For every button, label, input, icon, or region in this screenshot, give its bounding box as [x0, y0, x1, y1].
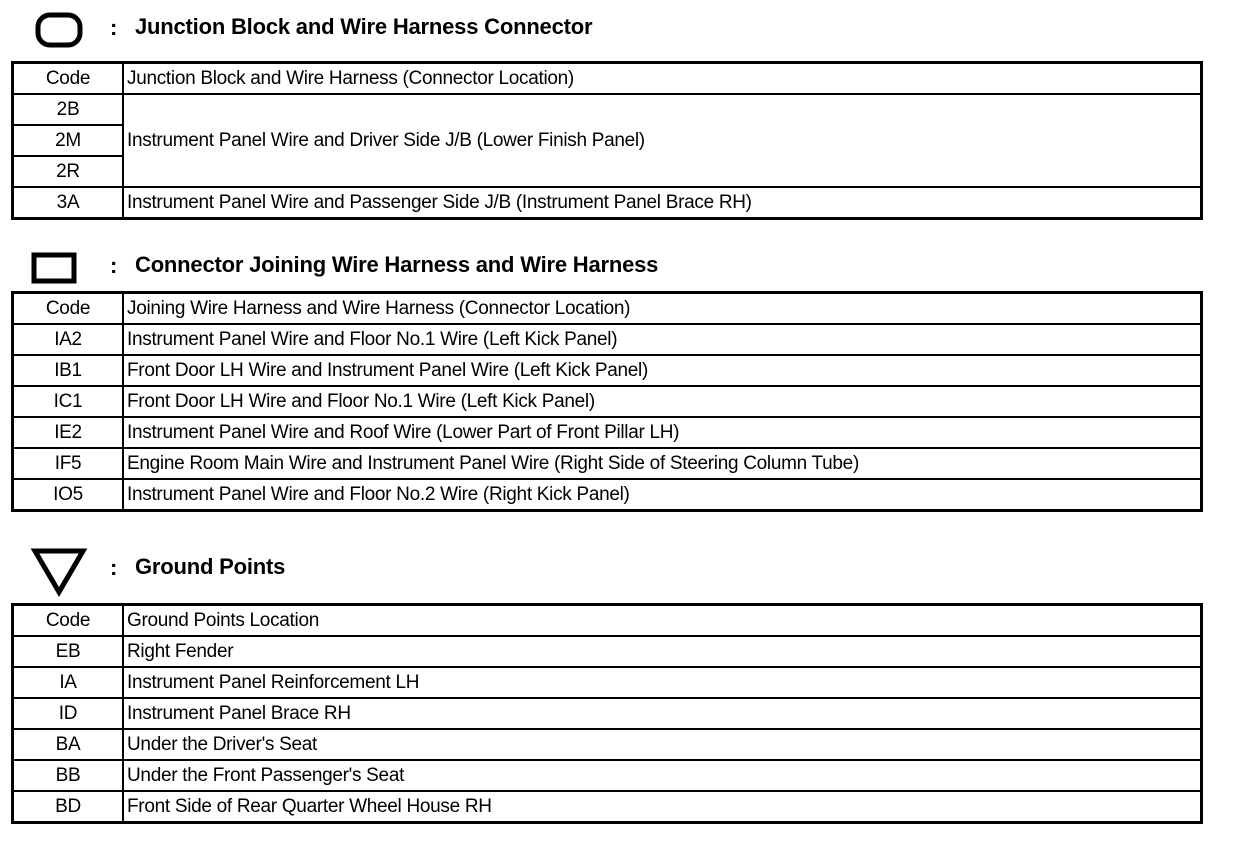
table-header-row [13, 293, 1202, 325]
table-row [13, 729, 1202, 760]
description-column-header: Ground Points Location [123, 605, 1202, 637]
table-row [13, 386, 1202, 417]
description-cell: Instrument Panel Wire and Floor No.1 Wire (Left Kick Panel) [123, 324, 1202, 355]
table-row [13, 448, 1202, 479]
code-column-header: Code [13, 293, 124, 325]
description-cell: Instrument Panel Brace RH [123, 698, 1202, 729]
table-row [13, 791, 1202, 823]
description-cell: Front Side of Rear Quarter Wheel House RH [123, 791, 1202, 823]
code-cell: IA2 [13, 324, 124, 355]
section-colon: : [110, 253, 118, 278]
code-cell: ID [13, 698, 124, 729]
description-cell: Instrument Panel Wire and Driver Side J/B (Lower Finish Panel) [123, 94, 1202, 187]
code-cell: IB1 [13, 355, 124, 386]
table-row [13, 94, 1202, 125]
description-cell: Instrument Panel Wire and Roof Wire (Lower Part of Front Pillar LH) [123, 417, 1202, 448]
description-cell: Instrument Panel Wire and Floor No.2 Wire (Right Kick Panel) [123, 479, 1202, 511]
description-cell: Under the Driver's Seat [123, 729, 1202, 760]
code-cell: 3A [13, 187, 124, 219]
code-cell: BD [13, 791, 124, 823]
code-cell: IO5 [13, 479, 124, 511]
section-colon: : [110, 555, 118, 580]
description-cell: Instrument Panel Reinforcement LH [123, 667, 1202, 698]
description-cell: Instrument Panel Wire and Passenger Side J/B (Instrument Panel Brace RH) [123, 187, 1202, 219]
ground-points-table [11, 603, 1203, 824]
table-header-row [13, 605, 1202, 637]
code-column-header: Code [13, 63, 124, 95]
connector-joining-table [11, 291, 1203, 512]
description-column-header: Joining Wire Harness and Wire Harness (Connector Location) [123, 293, 1202, 325]
table-row [13, 324, 1202, 355]
table-row [13, 760, 1202, 791]
code-column-header: Code [13, 605, 124, 637]
junction-block-table [11, 61, 1203, 220]
section-title: Junction Block and Wire Harness Connector [135, 14, 593, 39]
section-title: Connector Joining Wire Harness and Wire Harness [135, 252, 659, 277]
code-cell: 2M [13, 125, 124, 156]
description-cell: Front Door LH Wire and Instrument Panel Wire (Left Kick Panel) [123, 355, 1202, 386]
section-header-ground-points [0, 546, 1248, 586]
code-cell: 2R [13, 156, 124, 187]
table-header-row [13, 63, 1202, 95]
description-column-header: Junction Block and Wire Harness (Connector Location) [123, 63, 1202, 95]
description-cell: Front Door LH Wire and Floor No.1 Wire (Left Kick Panel) [123, 386, 1202, 417]
code-cell: IF5 [13, 448, 124, 479]
code-cell: 2B [13, 94, 124, 125]
code-cell: IE2 [13, 417, 124, 448]
code-cell: BB [13, 760, 124, 791]
table-row [13, 667, 1202, 698]
table-row [13, 355, 1202, 386]
description-cell: Under the Front Passenger's Seat [123, 760, 1202, 791]
section-header-junction-block [0, 8, 1248, 48]
section-header-connector-joining [0, 246, 1248, 286]
description-cell: Right Fender [123, 636, 1202, 667]
description-cell: Engine Room Main Wire and Instrument Panel Wire (Right Side of Steering Column Tube) [123, 448, 1202, 479]
code-cell: BA [13, 729, 124, 760]
code-cell: EB [13, 636, 124, 667]
section-colon: : [110, 15, 118, 40]
table-row [13, 636, 1202, 667]
section-title: Ground Points [135, 554, 286, 579]
rounded-rectangle-icon [35, 12, 83, 48]
triangle-down-icon [30, 546, 88, 598]
table-row [13, 479, 1202, 511]
code-cell: IA [13, 667, 124, 698]
code-cell: IC1 [13, 386, 124, 417]
table-row [13, 698, 1202, 729]
table-row [13, 187, 1202, 219]
rectangle-icon [31, 252, 77, 284]
table-row [13, 417, 1202, 448]
